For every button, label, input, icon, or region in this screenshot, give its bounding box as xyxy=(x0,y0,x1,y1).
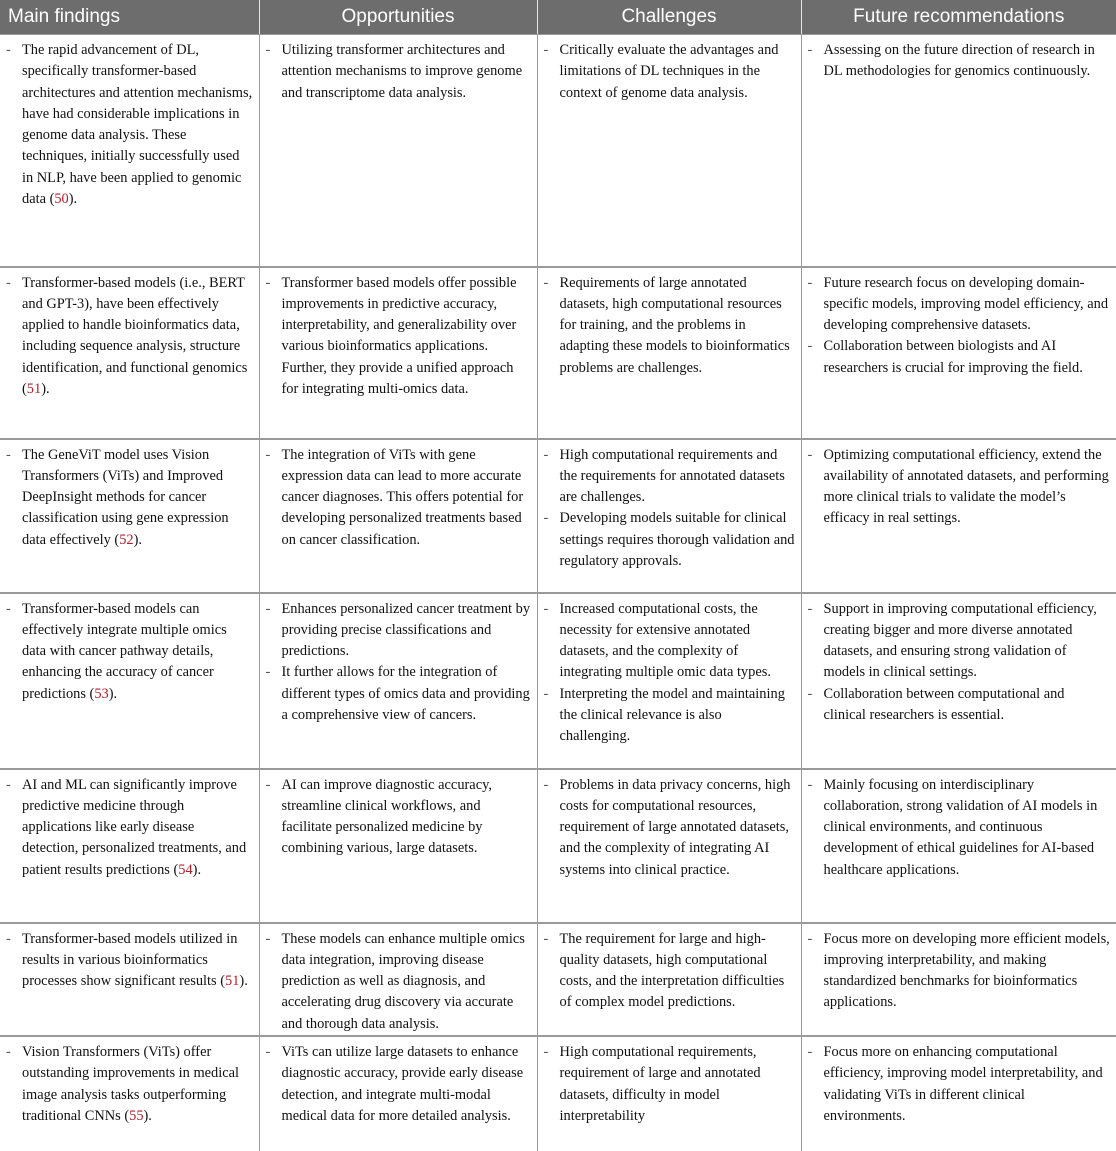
cell-recommendations xyxy=(801,593,1116,769)
findings-item xyxy=(6,599,253,705)
challenges-list xyxy=(544,273,795,379)
finding-text: Transformer-based models can effectively integrate multiple omics data with cancer pathway details, enhancing the accuracy of cancer predictions ( xyxy=(22,600,227,702)
opportunities-item: - The integration of ViTs with gene expression data can lead to more accurate cancer diagnoses. This offers potential for developing personalized treatments based on cancer classification. xyxy=(266,445,531,551)
challenges-list xyxy=(544,599,795,748)
cell-recommendations xyxy=(801,1036,1116,1151)
findings-list xyxy=(6,929,253,993)
cell-challenges xyxy=(537,267,801,439)
recommendations-item: - Future research focus on developing domain-specific models, improving model efficiency, and developing comprehensive datasets. xyxy=(808,273,1111,337)
recommendations-list xyxy=(808,445,1111,530)
findings-list xyxy=(6,599,253,705)
challenges-item: - Developing models suitable for clinical settings requires thorough validation and regulatory approvals. xyxy=(544,508,795,572)
reference-link[interactable]: 54 xyxy=(178,861,193,878)
recommendations-list xyxy=(808,273,1111,379)
cell-opportunities xyxy=(259,923,537,1036)
recommendations-item: - Optimizing computational efficiency, extend the availability of annotated datasets, and performing more clinical trials to validate the model’s efficacy in real settings. xyxy=(808,445,1111,530)
findings-list xyxy=(6,273,253,401)
cell-recommendations xyxy=(801,923,1116,1036)
challenges-list xyxy=(544,929,795,1014)
reference-link[interactable]: 50 xyxy=(54,191,69,208)
challenges-list xyxy=(544,40,795,104)
table-row xyxy=(0,1036,1116,1151)
findings-item xyxy=(6,40,253,210)
finding-tail: ). xyxy=(68,191,78,208)
finding-text: The rapid advancement of DL, specifically transformer-based architectures and attention mechanisms, have had considerable implications in genome data analysis. These techniques, initially successfully used in NLP, have been applied to genomic data ( xyxy=(22,42,253,208)
challenges-item: - Requirements of large annotated datasets, high computational resources for training, and the problems in adapting these models to bioinformatics problems are challenges. xyxy=(544,273,795,379)
finding-text: Vision Transformers (ViTs) offer outstanding improvements in medical image analysis tasks outperforming traditional CNNs ( xyxy=(22,1043,240,1124)
finding-tail: ). xyxy=(143,1107,152,1124)
finding-tail: ). xyxy=(41,380,50,397)
opportunities-item: - It further allows for the integration of different types of omics data and providing a comprehensive view of cancers. xyxy=(266,662,531,726)
findings-list xyxy=(6,40,253,210)
opportunities-item: - Utilizing transformer architectures and attention mechanisms to improve genome and transcriptome data analysis. xyxy=(266,40,531,104)
reference-link[interactable]: 52 xyxy=(119,531,134,548)
opportunities-item: - These models can enhance multiple omics data integration, improving disease prediction as well as diagnosis, and accelerating drug discovery via accurate and thorough data analysis. xyxy=(266,929,531,1035)
challenges-list xyxy=(544,775,795,881)
opportunities-item: - Enhances personalized cancer treatment by providing precise classifications and predictions. xyxy=(266,599,531,663)
cell-recommendations xyxy=(801,769,1116,923)
opportunities-list xyxy=(266,445,531,551)
findings-item xyxy=(6,775,253,881)
finding-tail: ). xyxy=(133,531,142,548)
opportunities-list xyxy=(266,599,531,727)
challenges-item: - Interpreting the model and maintaining the clinical relevance is also challenging. xyxy=(544,684,795,748)
cell-findings xyxy=(0,1036,259,1151)
recommendations-item: - Support in improving computational efficiency, creating bigger and more diverse annotated datasets, and ensuring strong validation of models in clinical settings. xyxy=(808,599,1111,684)
recommendations-list xyxy=(808,929,1111,1014)
cell-recommendations xyxy=(801,267,1116,439)
header-challenges: Challenges xyxy=(537,0,801,35)
challenges-item: - Problems in data privacy concerns, high costs for computational resources, requirement of large annotated datasets, and the complexity of integrating AI systems into clinical practice. xyxy=(544,775,795,881)
cell-challenges xyxy=(537,769,801,923)
findings-list xyxy=(6,1042,253,1127)
opportunities-item: - Transformer based models offer possible improvements in predictive accuracy, interpretability, and generalizability over various bioinformatics applications. Further, they provide a unified approach for integrating multi-omics data. xyxy=(266,273,531,401)
recommendations-list xyxy=(808,775,1111,881)
findings-item xyxy=(6,445,253,551)
table-row xyxy=(0,769,1116,923)
opportunities-list xyxy=(266,273,531,401)
table-row xyxy=(0,593,1116,769)
reference-link[interactable]: 53 xyxy=(94,685,109,702)
finding-text: The GeneViT model uses Vision Transformers (ViTs) and Improved DeepInsight methods for cancer classification using gene expression data effectively ( xyxy=(22,446,229,548)
cell-opportunities xyxy=(259,769,537,923)
challenges-item: - Increased computational costs, the necessity for extensive annotated datasets, and the complexity of integrating multiple omic data types. xyxy=(544,599,795,684)
table-row xyxy=(0,267,1116,439)
recommendations-list xyxy=(808,40,1111,83)
recommendations-list xyxy=(808,1042,1111,1127)
opportunities-list xyxy=(266,929,531,1035)
finding-tail: ). xyxy=(108,685,118,702)
table-row xyxy=(0,923,1116,1036)
recommendations-item: - Assessing on the future direction of research in DL methodologies for genomics continuously. xyxy=(808,40,1111,83)
reference-link[interactable]: 51 xyxy=(225,973,240,990)
cell-findings xyxy=(0,267,259,439)
challenges-list xyxy=(544,445,795,573)
cell-findings xyxy=(0,593,259,769)
cell-findings xyxy=(0,923,259,1036)
cell-opportunities xyxy=(259,267,537,439)
challenges-item: - Critically evaluate the advantages and limitations of DL techniques in the context of genome data analysis. xyxy=(544,40,795,104)
findings-item xyxy=(6,929,253,993)
opportunities-list xyxy=(266,40,531,104)
cell-opportunities xyxy=(259,593,537,769)
table-row xyxy=(0,35,1116,267)
challenges-item: - High computational requirements and the requirements for annotated datasets are challenges. xyxy=(544,445,795,509)
finding-text: Transformer-based models utilized in results in various bioinformatics processes show significant results ( xyxy=(22,930,238,990)
header-opportunities: Opportunities xyxy=(259,0,537,35)
opportunities-list xyxy=(266,775,531,860)
challenges-item: - High computational requirements, requirement of large and annotated datasets, difficulty in model interpretability xyxy=(544,1042,795,1127)
cell-challenges xyxy=(537,923,801,1036)
cell-challenges xyxy=(537,35,801,267)
cell-findings xyxy=(0,439,259,593)
finding-text: Transformer-based models (i.e., BERT and GPT-3), have been effectively applied to handle bioinformatics data, including sequence analysis, structure identification, and functional genomics ( xyxy=(22,274,248,397)
cell-challenges xyxy=(537,593,801,769)
recommendations-item: - Collaboration between biologists and AI researchers is crucial for improving the field. xyxy=(808,336,1111,379)
header-row xyxy=(0,0,1116,35)
cell-opportunities xyxy=(259,35,537,267)
challenges-item: - The requirement for large and high-quality datasets, high computational costs, and the interpretation difficulties of complex model predictions. xyxy=(544,929,795,1014)
recommendations-item: - Focus more on developing more efficient models, improving interpretability, and making standardized benchmarks for bioinformatics applications. xyxy=(808,929,1111,1014)
cell-findings xyxy=(0,35,259,267)
finding-tail: ). xyxy=(239,973,248,990)
table-body xyxy=(0,35,1116,1151)
findings-list xyxy=(6,775,253,881)
cell-challenges xyxy=(537,1036,801,1151)
finding-tail: ). xyxy=(192,861,202,878)
recommendations-item: - Mainly focusing on interdisciplinary collaboration, strong validation of AI models in clinical environments, and continuous development of ethical guidelines for AI-based healthcare applications. xyxy=(808,775,1111,881)
cell-findings xyxy=(0,769,259,923)
reference-link[interactable]: 51 xyxy=(26,380,42,397)
cell-recommendations xyxy=(801,439,1116,593)
cell-opportunities xyxy=(259,1036,537,1151)
findings-item xyxy=(6,273,253,401)
reference-link[interactable]: 55 xyxy=(129,1107,144,1124)
opportunities-item: - AI can improve diagnostic accuracy, streamline clinical workflows, and facilitate personalized medicine by combining various, large datasets. xyxy=(266,775,531,860)
cell-opportunities xyxy=(259,439,537,593)
opportunities-list xyxy=(266,1042,531,1127)
recommendations-item: - Focus more on enhancing computational efficiency, improving model interpretability, and validating ViTs in different clinical environments. xyxy=(808,1042,1111,1127)
findings-item xyxy=(6,1042,253,1127)
challenges-list xyxy=(544,1042,795,1127)
cell-recommendations xyxy=(801,35,1116,267)
cell-challenges xyxy=(537,439,801,593)
opportunities-item: - ViTs can utilize large datasets to enhance diagnostic accuracy, provide early disease detection, and integrate multi-modal medical data for more detailed analysis. xyxy=(266,1042,531,1127)
header-future-recommendations: Future recommendations xyxy=(801,0,1116,35)
header-main-findings: Main findings xyxy=(0,0,259,35)
finding-text: AI and ML can significantly improve predictive medicine through applications like early disease detection, personalized treatments, and patient results predictions ( xyxy=(22,776,247,878)
findings-list xyxy=(6,445,253,551)
recommendations-list xyxy=(808,599,1111,727)
table-row xyxy=(0,439,1116,593)
recommendations-item: - Collaboration between computational and clinical researchers is essential. xyxy=(808,684,1111,727)
